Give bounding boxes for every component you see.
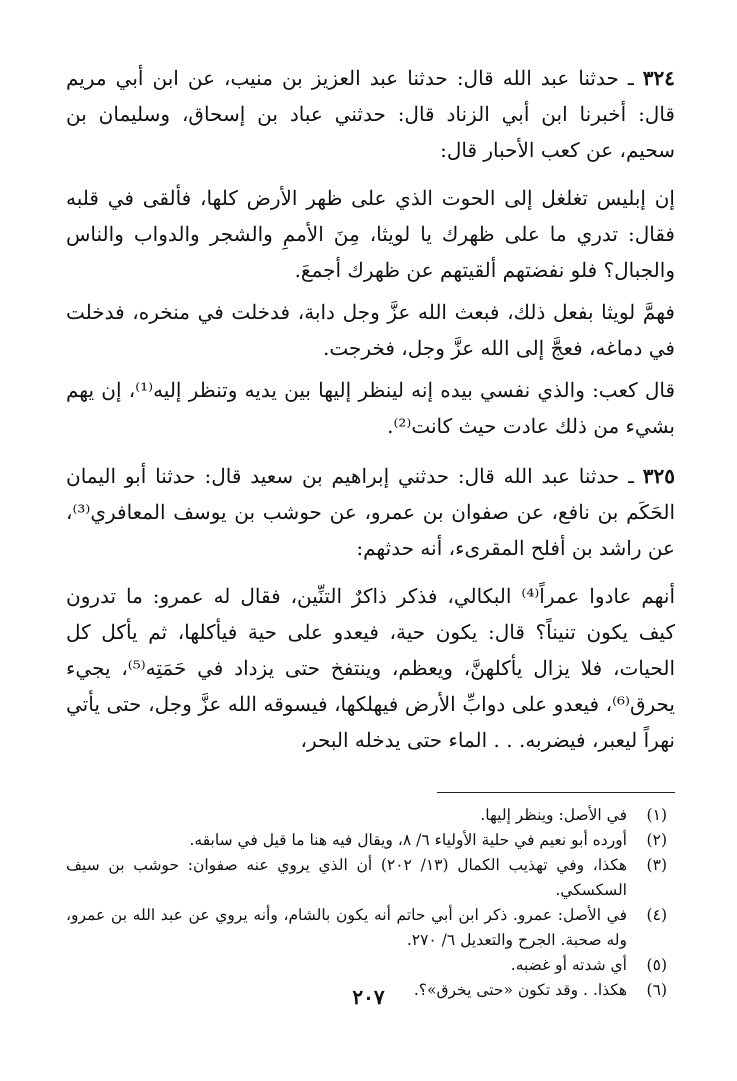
footnote-separator [437, 792, 675, 793]
hadith-324-paragraph-1: إن إبليس تغلغل إلى الحوت الذي على ظهر الأرض كلها، فألقى في قلبه فقال: تدري ما على ظهرك يا لويثا، مِنَ الأممِ والشجر والدواب والناس والجبال؟ فلو نفضتهم ألقيتهم عن ظهرك أجمعَ. [66, 186, 675, 282]
footnote-number: (٤) [646, 906, 667, 924]
main-text [66, 60, 675, 758]
footnote-number: (٣) [646, 856, 667, 874]
footnote [66, 953, 667, 978]
footnote [66, 853, 667, 903]
footnote-text: أورده أبو نعيم في حلية الأولياء ٦/ ٨، ويقال فيه هنا ما قيل في سابقه. [189, 831, 627, 849]
hadith-324-paragraph-2: فهمَّ لويثا بفعل ذلك، فبعث الله عزَّ وجل دابة، فدخلت في منخره، فدخلت في دماغه، فعجَّ إلى الله عزَّ وجل، فخرجت. [66, 300, 675, 360]
hadith-number: ٣٢٥ [642, 464, 675, 488]
hadith-chain: ـ حدثنا عبد الله قال: حدثنا عبد العزيز بن منيب، عن ابن أبي مريم قال: أخبرنا ابن أبي الزناد قال: حدثني عباد بن إسحاق، وسليمان بن سحيم، عن كعب الأحبار قال: [66, 66, 675, 162]
footnote-number: (٦) [646, 981, 667, 999]
footnote-text: أي شدته أو غضبه. [510, 956, 627, 974]
footnote-number: (١) [646, 806, 667, 824]
hadith-number: ٣٢٤ [642, 66, 675, 90]
hadith-324 [66, 60, 675, 168]
page-number: ٢٠٧ [352, 985, 385, 1009]
footnote-text: هكذا، وفي تهذيب الكمال (١٣/ ٢٠٢) أن الذي يروي عنه صفوان: حوشب بن سيف السكسكي. [66, 856, 627, 899]
footnote-text: في الأصل: وينظر إليها. [480, 806, 627, 824]
footnote-text: في الأصل: عمرو. ذكر ابن أبي حاتم أنه يكون بالشام، وأنه يروي عن عبد الله بن عمرو، وله صحبة. الجرح والتعديل ٦/ ٢٧٠. [66, 906, 627, 949]
footnote [66, 828, 667, 853]
hadith-325-paragraph-1: أنهم عادوا عمراً⁽⁴⁾ البكالي، فذكر ذاكرٌ التنِّين، فقال له عمرو: ما تدرون كيف يكون تنيناً؟ قال: يكون حية، فيعدو على حية فيأكلها، ثم يأكل كل الحيات، فلا يزال يأكلهنَّ، ويعظم، وينتفخ حتى يزداد في حَمَتِه⁽⁵⁾، يجيء يحرق⁽⁶⁾، فيعدو على دوابِّ الأرض فيهلكها، فيسوقه الله عزَّ وجل، حتى يأتي نهراً ليعبر، فيضربه. . . الماء حتى يدخله البحر، [66, 584, 676, 752]
hadith-chain: ـ حدثنا عبد الله قال: حدثني إبراهيم بن سعيد قال: حدثنا أبو اليمان الحَكَم بن نافع، عن صفوان بن عمرو، عن حوشب بن يوسف المعافري⁽³⁾، عن راشد بن أفلح المقرىء، أنه حدثهم: [66, 464, 675, 560]
footnote-number: (٢) [646, 831, 667, 849]
hadith-325 [66, 458, 675, 566]
footnote [66, 903, 667, 953]
footnote [66, 803, 667, 828]
footnote-number: (٥) [646, 956, 667, 974]
hadith-324-paragraph-3: قال كعب: والذي نفسي بيده إنه لينظر إليها بين يديه وتنظر إليه⁽¹⁾، إن يهم بشيء من ذلك عادت حيث كانت⁽²⁾. [66, 378, 675, 438]
footnote-text: هكذا. . وقد تكون «حتى يخرق»؟. [413, 981, 627, 999]
footnotes [66, 803, 675, 1003]
